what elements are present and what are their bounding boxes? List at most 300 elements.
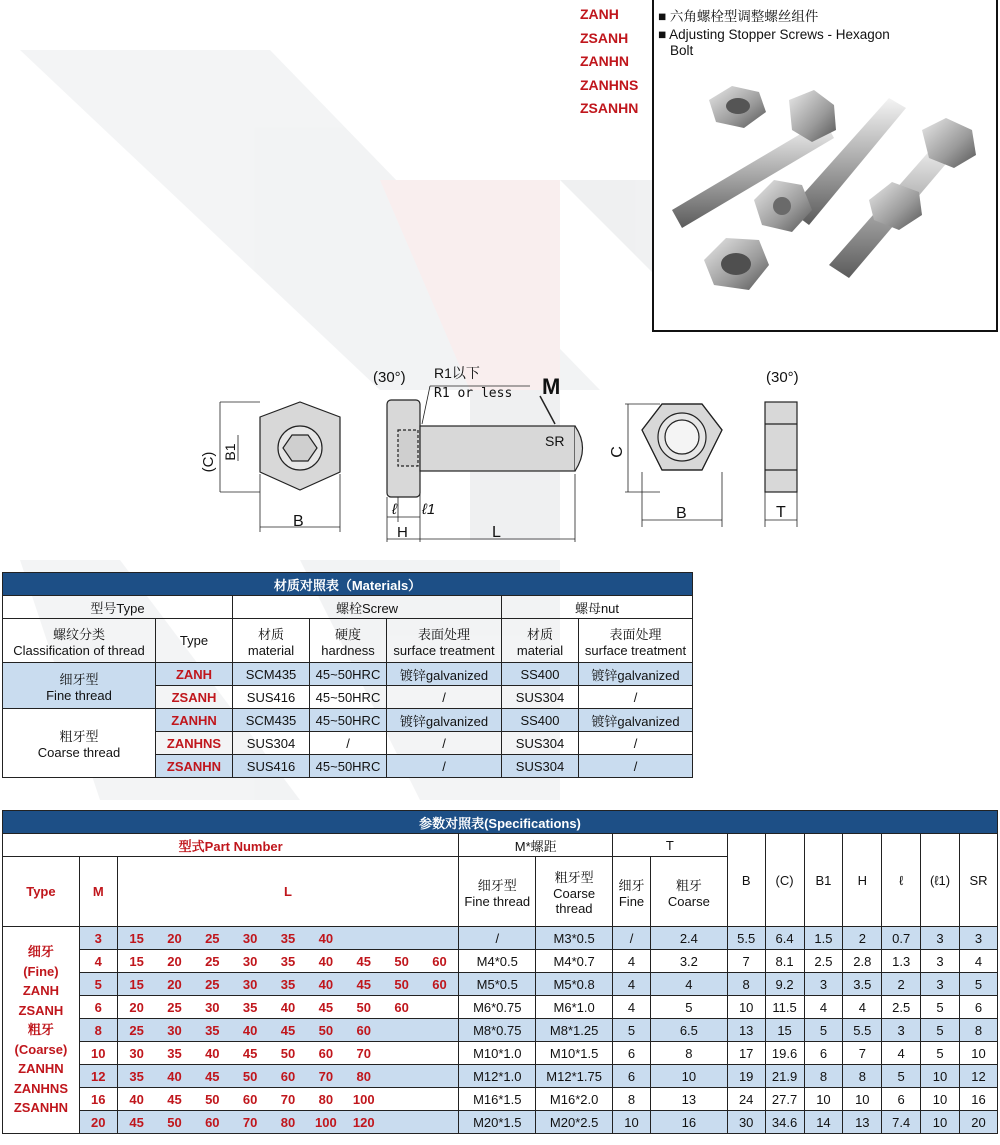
length-cell: 45 [193,1065,231,1088]
table-row [3,1042,998,1065]
angle-label-2: (30°) [766,369,799,386]
h-m: M [79,857,117,927]
desc-en: Adjusting Stopper Screws - Hexagon [669,27,890,42]
table-row [3,709,693,732]
length-cell: 120 [345,1111,383,1134]
b-cell: 17 [727,1042,765,1065]
b-cell: 7 [727,950,765,973]
b1-cell: 2.5 [804,950,843,973]
b-cell: 8 [727,973,765,996]
length-cell: 25 [193,950,231,973]
sr-cell: 6 [959,996,997,1019]
fine-cn: 细牙型 [59,671,99,687]
mat-cell: SUS416 [233,686,310,709]
type-label: 细牙 [27,944,54,960]
h-nsurf-en: surface treatment [584,642,687,658]
length-cell: 40 [307,973,345,996]
coarse-cell: M8*1.25 [536,1019,613,1042]
b-cell: 24 [727,1088,765,1111]
length-cell: 30 [117,1042,155,1065]
code-item: ZSANH [580,29,629,46]
b1-cell: 3 [804,973,843,996]
type-cell: ZSANHN [156,755,233,778]
type-cell: ZSANH [156,686,233,709]
nut-side-view [765,402,797,492]
hard-cell: 45~50HRC [310,663,387,686]
m-cell: 4 [79,950,117,973]
table-row [3,973,998,996]
l-cell: 0.7 [882,927,921,950]
sr-cell: 20 [959,1111,997,1134]
type-label: 粗牙 [27,1022,54,1038]
h-fine [459,857,536,927]
hard-cell: 45~50HRC [310,686,387,709]
length-cell: 35 [117,1065,155,1088]
length-cell: 35 [156,1042,194,1065]
h-part-number: 型式Part Number [3,834,459,857]
type-label-cell [3,927,80,1134]
l-cell: 7.4 [882,1111,921,1134]
length-cell: 50 [231,1065,269,1088]
l1-label: ℓ1 [422,501,436,518]
code-item: ZSANHN [580,100,639,116]
l-cell: 6 [882,1088,921,1111]
tc-cell: 5 [650,996,727,1019]
nmat-cell: SUS304 [502,755,579,778]
fine-cell: M20*1.5 [459,1111,536,1134]
sr-cell: 8 [959,1019,997,1042]
table-row [3,927,998,950]
bullet-icon: ■ [658,9,667,24]
coarse-cell: M4*0.7 [536,950,613,973]
coarse-cell: M12*1.75 [536,1065,613,1088]
c-cell: 9.2 [765,973,804,996]
length-cell: 20 [156,950,194,973]
code-item: ZANHNS [580,76,639,93]
b-cell: 30 [727,1111,765,1134]
materials-table [2,572,693,778]
tc-cell: 2.4 [650,927,727,950]
coarse-cell: M6*1.0 [536,996,613,1019]
tf-cell: 5 [613,1019,651,1042]
h-type2: Type [156,619,233,663]
tf-cell: 6 [613,1065,651,1088]
fine-class [3,663,156,709]
h-coarse [536,857,613,927]
desc-cn: 六角螺栓型调整螺丝组件 [669,9,819,24]
sr-cell: 4 [959,950,997,973]
b1-cell: 4 [804,996,843,1019]
m-cell: 12 [79,1065,117,1088]
hard-cell: / [310,732,387,755]
length-cell: 100 [345,1088,383,1111]
c-paren-label: (C) [200,451,217,473]
h-coarse-en1: Coarse [553,886,596,901]
length-cell: 50 [345,996,383,1019]
length-cell: 15 [117,973,155,996]
h-class [3,619,156,663]
length-cell: 45 [269,1019,307,1042]
fine-cell: M16*1.5 [459,1088,536,1111]
h-cell: 2.8 [843,950,882,973]
length-cell [383,1088,421,1111]
length-cell: 35 [231,996,269,1019]
b1-cell: 14 [804,1111,843,1134]
fine-cell: M12*1.0 [459,1065,536,1088]
b1-cell: 6 [804,1042,843,1065]
length-cell: 20 [117,996,155,1019]
nmat-cell: SUS304 [502,732,579,755]
l-cell: 5 [882,1065,921,1088]
l1-cell: 3 [921,950,960,973]
m-cell: 5 [79,973,117,996]
b-cell: 19 [727,1065,765,1088]
h-surf-cn: 表面处理 [417,626,470,642]
h-hard-en: hardness [321,642,375,658]
length-cell: 60 [421,950,459,973]
length-cell: 25 [156,996,194,1019]
length-cell: 40 [307,950,345,973]
type-cell: ZANH [156,663,233,686]
fine-cell: / [459,927,536,950]
surf-cell: / [387,732,502,755]
l-label: ℓ [392,501,397,518]
length-cell: 60 [345,1019,383,1042]
specifications-table [2,810,998,1134]
h-tfine-en: Fine [618,893,645,909]
type-label: ZANH [22,983,59,999]
fine-cell: M10*1.0 [459,1042,536,1065]
length-cell [383,1111,421,1134]
length-cell [383,1019,421,1042]
h-nmat-cn: 材质 [526,626,553,642]
tc-cell: 3.2 [650,950,727,973]
length-cell: 35 [269,973,307,996]
h-cell: 8 [843,1065,882,1088]
sr-label: SR [545,433,565,449]
length-cell: 20 [156,927,194,950]
length-cell: 50 [383,973,421,996]
mat-cell: SUS304 [233,732,310,755]
length-cell: 20 [156,973,194,996]
sr-cell: 12 [959,1065,997,1088]
fine-cell: M8*0.75 [459,1019,536,1042]
technical-drawing [180,362,830,547]
table-row [3,1088,998,1111]
length-cell: 70 [269,1088,307,1111]
length-cell: 15 [117,927,155,950]
h-b1: B1 [804,834,843,927]
length-cell: 25 [117,1019,155,1042]
m-cell: 16 [79,1088,117,1111]
l-cell: 2 [882,973,921,996]
type-label: ZSANH [18,1002,64,1018]
length-cell [421,996,459,1019]
nut-b-label: B [676,505,687,522]
b-cell: 5.5 [727,927,765,950]
length-cell: 80 [269,1111,307,1134]
length-cell: 70 [345,1042,383,1065]
tc-cell: 4 [650,973,727,996]
length-cell: 100 [307,1111,345,1134]
length-cell: 50 [383,950,421,973]
length-cell: 50 [156,1111,194,1134]
h-nsurf-cn: 表面处理 [609,626,662,642]
r1-cn-label: R1以下 [434,365,480,381]
length-cell: 25 [193,973,231,996]
l1-cell: 3 [921,927,960,950]
mat-cell: SUS416 [233,755,310,778]
bullet-icon: ■ [658,27,667,42]
length-cell: 40 [117,1088,155,1111]
b-cell: 13 [727,1019,765,1042]
h-cell: 10 [843,1088,882,1111]
h-cell: 13 [843,1111,882,1134]
length-cell: 45 [345,950,383,973]
h-fine-cn: 细牙型 [477,877,517,893]
product-codes [580,4,638,122]
m-cell: 6 [79,996,117,1019]
type-cell: ZANHNS [156,732,233,755]
c-cell: 15 [765,1019,804,1042]
nsurf-cell: 镀锌galvanized [579,709,693,732]
h-type: Type [3,857,80,927]
length-cell: 60 [383,996,421,1019]
length-cell: 35 [269,927,307,950]
tc-cell: 10 [650,1065,727,1088]
fine-cell: M6*0.75 [459,996,536,1019]
h-surf-en: surface treatment [393,642,495,658]
sr-cell: 16 [959,1088,997,1111]
nmat-cell: SS400 [502,709,579,732]
tf-cell: 6 [613,1042,651,1065]
l-cell: 2.5 [882,996,921,1019]
h-class-cn: 螺纹分类 [52,626,105,642]
length-cell: 60 [307,1042,345,1065]
h-cell: 3.5 [843,973,882,996]
length-cell [421,1111,459,1134]
table-row [3,1111,998,1134]
length-cell: 15 [117,950,155,973]
nmat-cell: SUS304 [502,686,579,709]
tf-cell: 4 [613,973,651,996]
type-label: ZANHN [18,1061,64,1077]
nsurf-cell: 镀锌galvanized [579,663,693,686]
h-hard [310,619,387,663]
h-nmat-en: material [516,642,564,658]
nmat-cell: SS400 [502,663,579,686]
length-cell [383,927,421,950]
length-cell: 40 [269,996,307,1019]
coarse-cell: M10*1.5 [536,1042,613,1065]
coarse-cell: M3*0.5 [536,927,613,950]
specs-title: 参数对照表(Specifications) [3,811,998,834]
length-cell: 40 [307,927,345,950]
length-cell: 45 [345,973,383,996]
c-cell: 34.6 [765,1111,804,1134]
b1-cell: 5 [804,1019,843,1042]
m-cell: 3 [79,927,117,950]
h-class-en: Classification of thread [13,642,145,658]
c-cell: 11.5 [765,996,804,1019]
b-cell: 10 [727,996,765,1019]
length-cell: 40 [193,1042,231,1065]
l-cell: 1.3 [882,950,921,973]
c-cell: 8.1 [765,950,804,973]
coarse-cell: M20*2.5 [536,1111,613,1134]
h-mat-en: material [247,642,295,658]
length-cell: 30 [231,950,269,973]
fine-cell: M4*0.5 [459,950,536,973]
length-cell: 50 [269,1042,307,1065]
h-nmat [502,619,579,663]
sr-cell: 10 [959,1042,997,1065]
coarse-en: Coarse thread [37,745,121,760]
length-cell [421,927,459,950]
h-mpitch: M*螺距 [459,834,613,857]
tf-cell: 4 [613,950,651,973]
length-cell: 35 [269,950,307,973]
length-cell: 80 [345,1065,383,1088]
product-box [652,0,998,332]
h-cell: 5.5 [843,1019,882,1042]
h-b: B [727,834,765,927]
l1-cell: 3 [921,973,960,996]
h-surf [387,619,502,663]
surf-cell: / [387,686,502,709]
length-cell: 40 [156,1065,194,1088]
length-cell: 45 [307,996,345,1019]
desc-en-line [658,27,890,42]
l1-cell: 10 [921,1088,960,1111]
tc-cell: 6.5 [650,1019,727,1042]
l1-cell: 5 [921,996,960,1019]
length-cell: 60 [421,973,459,996]
nsurf-cell: / [579,732,693,755]
b1-cell: 10 [804,1088,843,1111]
type-label: (Fine) [23,963,59,979]
length-cell [421,1065,459,1088]
sr-cell: 3 [959,927,997,950]
length-cell: 25 [193,927,231,950]
l1-cell: 10 [921,1111,960,1134]
table-row [3,996,998,1019]
h-coarse-cn: 粗牙型 [554,870,594,885]
fine-cell: M5*0.5 [459,973,536,996]
mat-cell: SCM435 [233,709,310,732]
type-label: ZANHNS [13,1080,68,1096]
t-label: T [776,504,786,521]
desc-cn-line [658,5,818,25]
c-label: C [609,446,626,458]
l1-cell: 5 [921,1019,960,1042]
length-cell: 70 [231,1111,269,1134]
angle-label-1: (30°) [373,369,406,386]
type-cell: ZANHN [156,709,233,732]
desc-en-cut-line [658,43,694,58]
length-cell: 45 [156,1088,194,1111]
surf-cell: / [387,755,502,778]
h-h: H [843,834,882,927]
b1-cell: 1.5 [804,927,843,950]
m-cell: 8 [79,1019,117,1042]
length-cell: 45 [117,1111,155,1134]
m-label: M [542,374,561,399]
length-cell: 30 [193,996,231,1019]
mat-cell: SCM435 [233,663,310,686]
h-cell: 4 [843,996,882,1019]
table-row [3,950,998,973]
length-cell: 80 [307,1088,345,1111]
length-cell [421,1088,459,1111]
nsurf-cell: / [579,686,693,709]
length-cell: 60 [269,1065,307,1088]
h-l1: (ℓ1) [921,834,960,927]
table-row [3,1065,998,1088]
h-l: ℓ [882,834,921,927]
l1-cell: 5 [921,1042,960,1065]
materials-title: 材质对照表（Materials） [3,573,693,596]
type-label: ZSANHN [13,1100,68,1116]
length-cell [383,1065,421,1088]
h-mat-cn: 材质 [257,626,284,642]
h-nsurf [579,619,693,663]
b1-cell: 8 [804,1065,843,1088]
length-cell: 70 [307,1065,345,1088]
b1-label: B1 [222,443,238,461]
table-row [3,1019,998,1042]
surf-cell: 镀锌galvanized [387,663,502,686]
tf-cell: 4 [613,996,651,1019]
h-mat [233,619,310,663]
coarse-cell: M16*2.0 [536,1088,613,1111]
h-screw: 螺栓Screw [233,596,502,619]
code-item: ZANHN [580,53,629,69]
length-cell: 30 [231,927,269,950]
tf-cell: / [613,927,651,950]
c-cell: 27.7 [765,1088,804,1111]
h-tcoarse [650,857,727,927]
l-cell: 4 [882,1042,921,1065]
nut-image-2 [704,238,769,290]
h-label: H [397,524,408,541]
hard-cell: 45~50HRC [310,755,387,778]
h-t: T [613,834,728,857]
h-cell: 7 [843,1042,882,1065]
fine-en: Fine thread [46,687,112,703]
length-cell [383,1042,421,1065]
coarse-cn: 粗牙型 [59,729,99,744]
tc-cell: 13 [650,1088,727,1111]
h-c: (C) [765,834,804,927]
tc-cell: 16 [650,1111,727,1134]
h-tfine-cn: 细牙 [618,877,645,893]
nut-image-1 [709,86,766,128]
c-cell: 6.4 [765,927,804,950]
h-tcoarse-en: Coarse [667,893,710,909]
h-hard-cn: 硬度 [334,626,361,642]
sr-cell: 5 [959,973,997,996]
product-photo [654,60,998,330]
tc-cell: 8 [650,1042,727,1065]
length-cell: 60 [231,1088,269,1111]
m-cell: 20 [79,1111,117,1134]
h-tcoarse-cn: 粗牙 [675,877,702,893]
hard-cell: 45~50HRC [310,709,387,732]
l1-cell: 10 [921,1065,960,1088]
length-cell: 60 [193,1111,231,1134]
length-cell: 50 [193,1088,231,1111]
